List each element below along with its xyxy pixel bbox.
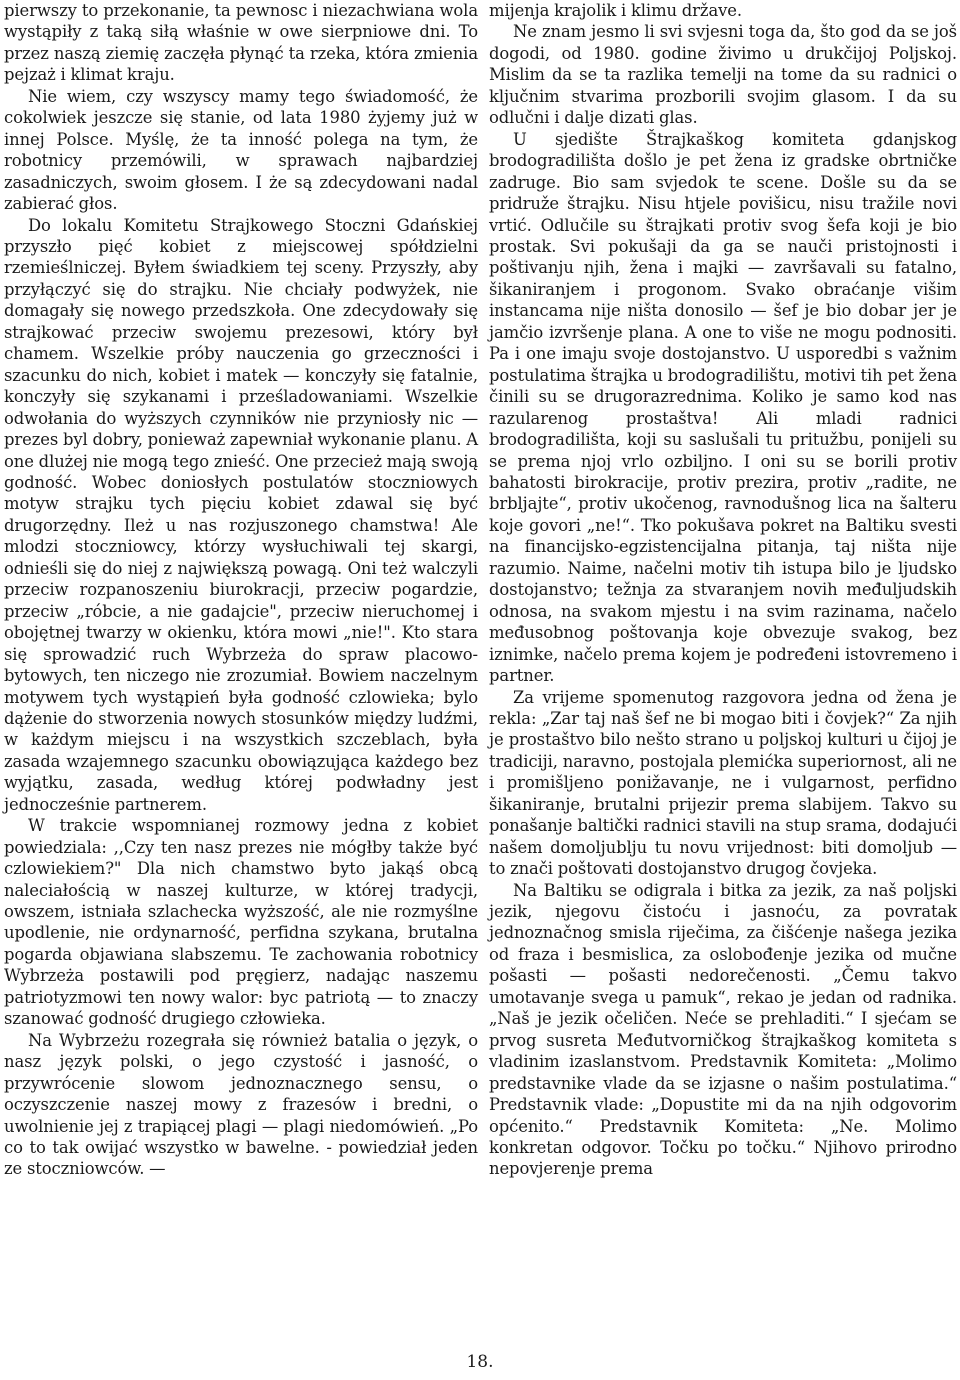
page-number: 18. xyxy=(466,1352,494,1372)
paragraph: W trakcie wspomnianej rozmowy jedna z kobiet powiedziala: ,,Czy ten nasz prezes nie mógłby także być czlowiekiem?" Dla nich chamstwo byto jakąś obcą naleciałością w naszej kulturze, w której tradycji, owszem, istniała szlachecka wyższość, ale nie rozmyślne upodlenie, nie ordynarność, perfidna szykana, brutalna pogarda objawiana slabszemu. Te zachowania robotnicy Wybrzeża postawili pod pręgierz, nadając naszemu patriotyzmowi ten nowy walor: byc patriotą — to znaczy szanować godność drugiego człowieka. xyxy=(4,816,478,1029)
paragraph: Za vrijeme spomenutog razgovora jedna od žena je rekla: „Zar taj naš šef ne bi mogao biti i čovjek?“ Za njih je prostaštvo bilo nešto strano u poljskoj kulturi u čijoj je tradiciji, naravno, postojala plemićka superiornost, ali ne i promišljeno ponižavanje, ne i vulgarnost, perfidno šikaniranje, brutalni prijezir prema slabijem. Takvo su ponašanje baltički radnici stavili na stup srama, dodajući našem domoljublju tu novu vrijednost: biti domoljub — to znači poštovati dostojanstvo drugog čovjeka. xyxy=(489,687,957,879)
paragraph: U sjedište Štrajkaškog komiteta gdanjskog brodogradilišta došlo je pet žena iz gradske obrtničke zadruge. Bio sam svjedok te scene. Došle su da se pridruže štrajku. Nisu htjele povišicu, nisu tražile novi vrtić. Odlučile su štrajkati protiv svog šefa koji je bio prostak. Svi pokušaji da ga se nauči pristojnosti i poštivanju njih, žena i majki — završavali su fatalno, šikaniranjem i progonom. Svako obraćanje višim instancama nije ništa donosilo — šef je bio dobar jer je jamčio izvršenje plana. A one to više ne mogu podnositi. Pa i one imaju svoje dostojanstvo. U usporedbi s važnim postulatima štrajka u brodogradilištu, motivi tih pet žena činili su se drugorazrednima. Koliko je samo kod nas razularenog prostaštva! Ali mladi radnici brodogradilišta, koji su saslušali tu pritužbu, ponijeli su se prema njoj vrlo ozbiljno. I oni su se borili protiv bahatosti birokracije, protiv prezira, protiv „radite, ne brbljajte“, protiv ukočenog, ravnodušnog lica na šalteru koje govori „ne!“. Tko pokušava pokret na Baltiku svesti na financijsko-egzistencijalna pitanja, taj ništa nije razumio. Naime, načelni motiv tih istupa bilo je ljudsko dostojanstvo; težnja za stvaranjem novih međuljudskih odnosa, na svakom mjestu i na svim razinama, načelo međusobnog poštovanja koje obvezuje svakog, bez iznimke, načelo prema kojem je podređeni istovremeno i partner. xyxy=(489,129,957,686)
paragraph: Ne znam jesmo li svi svjesni toga da, što god da se još dogodi, od 1980. godine živimo u drukčijoj Poljskoj. Mislim da se ta razlika temelji na tome da su radnici o ključnim stvarima prozborili svojim glasom. I da su odlučni i dalje dizati glas. xyxy=(489,22,957,128)
paragraph: Na Baltiku se odigrala i bitka za jezik, za naš poljski jezik, njegovu čistoću i jasnoću, za povratak jednoznačnog smisla riječima, za čišćenje našega jezika od fraza i besmislica, za oslobođenje jezika od mučne pošasti — pošasti nedorečenosti. „Čemu takvo umotavanje svega u pamuk“, rekao je jedan od radnika. „Naš je jezik očeličen. Neće se prehladiti.“ I sjećam se prvog susreta Međutvorničkog štrajkaškog komiteta s vladinim izaslanstvom. Predstavnik Komiteta: „Molimo predstavnike vlade da se izjasne o našim postulatima.“ Predstavnik vlade: „Dopustite mi da na njih odgovorim općenito.“ Predstavnik Komiteta: „Ne. Molimo konkretan odgovor. Točku po točku.“ Njihovo prirodno nepovjerenje prema xyxy=(489,880,957,1179)
polish-text-column xyxy=(4,0,478,1180)
paragraph: Nie wiem, czy wszyscy mamy tego świadomość, że cokolwiek jeszcze się stanie, od lata 1980 żyjemy już w innej Polsce. Myślę, że ta inność polega na tym, że robotnicy przemówili, w sprawach najbardziej zasadniczych, swoim głosem. I że są zdecydowani nadal zabierać głos. xyxy=(4,86,478,214)
paragraph: Do lokalu Komitetu Strajkowego Stoczni Gdańskiej przyszło pięć kobiet z miejscowej spółdzielni rzemieślniczej. Byłem świadkiem tej sceny. Przyszły, aby przyłączyć się do strajku. Nie chciały podwyżek, nie domagały się nowego przedszkoła. One zdecydowały się strajkować przeciw swojemu prezesowi, który był chamem. Wszelkie próby nauczenia go grzeczności i szacunku do nich, kobiet i matek — konczyły się fatalnie, konczyły się szykanami i prześladowaniami. Wszelkie odwołania do wyższych czynników nie przyniosły nic — prezes byl dobry, ponieważ zapewniał wykonanie planu. A one dlużej nie mogą tego znieść. One przecież mają swoją godność. Wobec doniosłych postulatów stoczniowych motyw strajku tych pięciu kobiet zdawal się być drugorzędny. Ileż u nas rozjuszonego chamstwa! Ale mlodzi stoczniowcy, którzy wysłuchiwali tej skargi, odnieśli się do niej z największą powagą. Oni też walczyli przeciw rozpanoszeniu biurokracji, przeciw pogardzie, przeciw „róbcie, a nie gadajcie", przeciw nieruchomej i obojętnej twarzy w okienku, która mowi „nie!". Kto stara się sprowadzić ruch Wybrzeża do spraw placowo-bytowych, ten niczego nie zrozumiał. Bowiem naczelnym motywem tych wystąpień była godność czlowieka; bylo dążenie do stworzenia nowych stosunków między ludźmi, w każdym miejscu i na wszystkich szczeblach, była zasada wzajemnego szacunku obowiązująca każdego bez wyjątku, zasada, według której podwładny jest jednocześnie partnerem. xyxy=(4,215,479,814)
paragraph: mijenja krajolik i klimu države. xyxy=(489,1,742,20)
croatian-text-column xyxy=(489,0,957,1180)
paragraph: Na Wybrzeżu rozegrała się również batalia o język, o nasz język polski, o jego czystość i jasność, o przywrócenie slowom jednoznacznego sensu, o oczyszczenie naszej mowy z frazesów i bredni, o uwolnienie jej z trapiącej plagi — plagi niedomówień. „Po co to tak owijać wszystko w bawelne. - powiedział jeden ze stoczniowców. — xyxy=(4,1030,478,1179)
paragraph: pierwszy to przekonanie, ta pewnosc i niezachwiana wola wystąpiły z taką siłą właśnie w owe sierpniowe dni. To przez naszą ziemię zaczęła płynąć ta rzeka, która zmienia pejzaż i klimat kraju. xyxy=(4,1,478,85)
